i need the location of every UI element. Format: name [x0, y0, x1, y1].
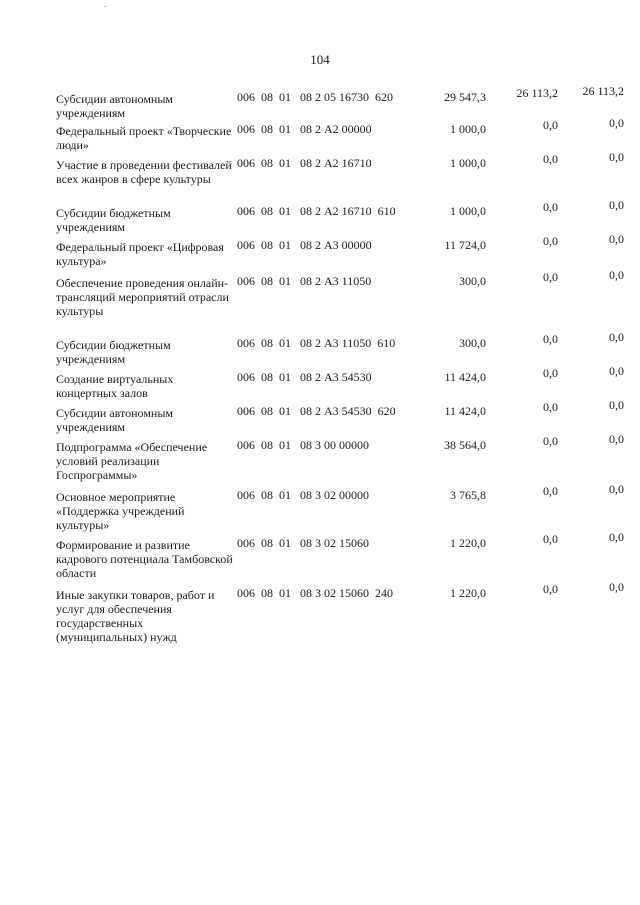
row-value-3: 26 113,2 — [582, 84, 624, 98]
row-value-1: 300,0 — [459, 336, 486, 350]
row-name: Иные закупки товаров, работ и услуг для обеспечения государственных (муниципальных) нужд — [56, 588, 215, 644]
row-value-3: 0,0 — [609, 364, 624, 378]
row-value-2: 0,0 — [543, 332, 558, 346]
row-value-3: 0,0 — [609, 398, 624, 412]
row-value-3: 0,0 — [609, 232, 624, 246]
row-value-1: 29 547,3 — [444, 90, 486, 104]
table-row — [56, 116, 636, 154]
row-value-3: 0,0 — [609, 150, 624, 164]
row-value-2: 0,0 — [543, 270, 558, 284]
row-code: 006 08 01 08 2 А3 11050 — [237, 274, 372, 288]
row-value-2: 0,0 — [543, 484, 558, 498]
row-code: 006 08 01 08 2 А3 00000 — [237, 238, 372, 252]
row-value-1: 300,0 — [459, 274, 486, 288]
table-row — [56, 84, 636, 120]
row-value-2: 0,0 — [543, 118, 558, 132]
row-value-3: 0,0 — [609, 482, 624, 496]
row-value-1: 38 564,0 — [444, 438, 486, 452]
scan-dot — [104, 6, 106, 7]
table-row — [56, 330, 636, 368]
row-value-1: 11 424,0 — [444, 404, 486, 418]
row-value-2: 26 113,2 — [516, 86, 558, 100]
table-row — [56, 580, 636, 650]
row-value-1: 11 424,0 — [444, 370, 486, 384]
row-value-1: 1 220,0 — [450, 536, 486, 550]
table-row — [56, 232, 636, 272]
row-code: 006 08 01 08 2 А3 54530 620 — [237, 404, 396, 418]
row-value-3: 0,0 — [609, 330, 624, 344]
row-value-2: 0,0 — [543, 582, 558, 596]
table-row — [56, 198, 636, 236]
row-code: 006 08 01 08 3 02 15060 240 — [237, 586, 393, 600]
table-row — [56, 268, 636, 334]
row-name: Подпрограмма «Обеспечение условий реализации Госпрограммы» — [56, 440, 208, 482]
row-value-2: 0,0 — [543, 400, 558, 414]
table-row — [56, 398, 636, 436]
row-name: Участие в проведении фестивалей всех жанров в сфере культуры — [56, 158, 232, 186]
row-name: Субсидии бюджетным учреждениям — [56, 206, 171, 234]
row-code: 006 08 01 08 3 02 00000 — [237, 488, 369, 502]
row-value-2: 0,0 — [543, 532, 558, 546]
row-name: Основное мероприятие «Поддержка учреждений культуры» — [56, 490, 185, 532]
row-value-1: 1 000,0 — [450, 156, 486, 170]
row-value-2: 0,0 — [543, 434, 558, 448]
page-number: 104 — [310, 52, 330, 67]
table-row — [56, 150, 636, 202]
row-value-3: 0,0 — [609, 580, 624, 594]
row-code: 006 08 01 08 3 02 15060 — [237, 536, 369, 550]
row-name: Обеспечение проведения онлайн-трансляций мероприятий отрасли культуры — [56, 276, 229, 318]
row-value-3: 0,0 — [609, 432, 624, 446]
table-row — [56, 530, 636, 584]
row-value-1: 1 220,0 — [450, 586, 486, 600]
row-name: Федеральный проект «Творческие люди» — [56, 124, 232, 152]
row-code: 006 08 01 08 2 05 16730 620 — [237, 90, 393, 104]
row-code: 006 08 01 08 2 А2 16710 — [237, 156, 372, 170]
table-row — [56, 482, 636, 534]
row-value-1: 1 000,0 — [450, 122, 486, 136]
row-value-2: 0,0 — [543, 234, 558, 248]
row-value-3: 0,0 — [609, 268, 624, 282]
row-code: 006 08 01 08 2 А2 00000 — [237, 122, 372, 136]
row-name: Формирование и развитие кадрового потенциала Тамбовской области — [56, 538, 233, 580]
row-value-2: 0,0 — [543, 152, 558, 166]
row-code: 006 08 01 08 2 А3 54530 — [237, 370, 372, 384]
row-value-1: 11 724,0 — [444, 238, 486, 252]
row-value-1: 1 000,0 — [450, 204, 486, 218]
row-name: Субсидии автономным учреждениям — [56, 406, 173, 434]
row-value-2: 0,0 — [543, 366, 558, 380]
row-value-2: 0,0 — [543, 200, 558, 214]
row-code: 006 08 01 08 2 А2 16710 610 — [237, 204, 396, 218]
row-value-3: 0,0 — [609, 530, 624, 544]
row-value-1: 3 765,8 — [450, 488, 486, 502]
row-code: 006 08 01 08 3 00 00000 — [237, 438, 369, 452]
row-name: Создание виртуальных концертных залов — [56, 372, 174, 400]
row-value-3: 0,0 — [609, 116, 624, 130]
row-name: Субсидии бюджетным учреждениям — [56, 338, 171, 366]
row-value-3: 0,0 — [609, 198, 624, 212]
budget-table — [56, 84, 636, 650]
table-row — [56, 364, 636, 402]
row-code: 006 08 01 08 2 А3 11050 610 — [237, 336, 396, 350]
table-row — [56, 432, 636, 486]
row-name: Субсидии автономным учреждениям — [56, 92, 173, 120]
row-name: Федеральный проект «Цифровая культура» — [56, 240, 224, 268]
